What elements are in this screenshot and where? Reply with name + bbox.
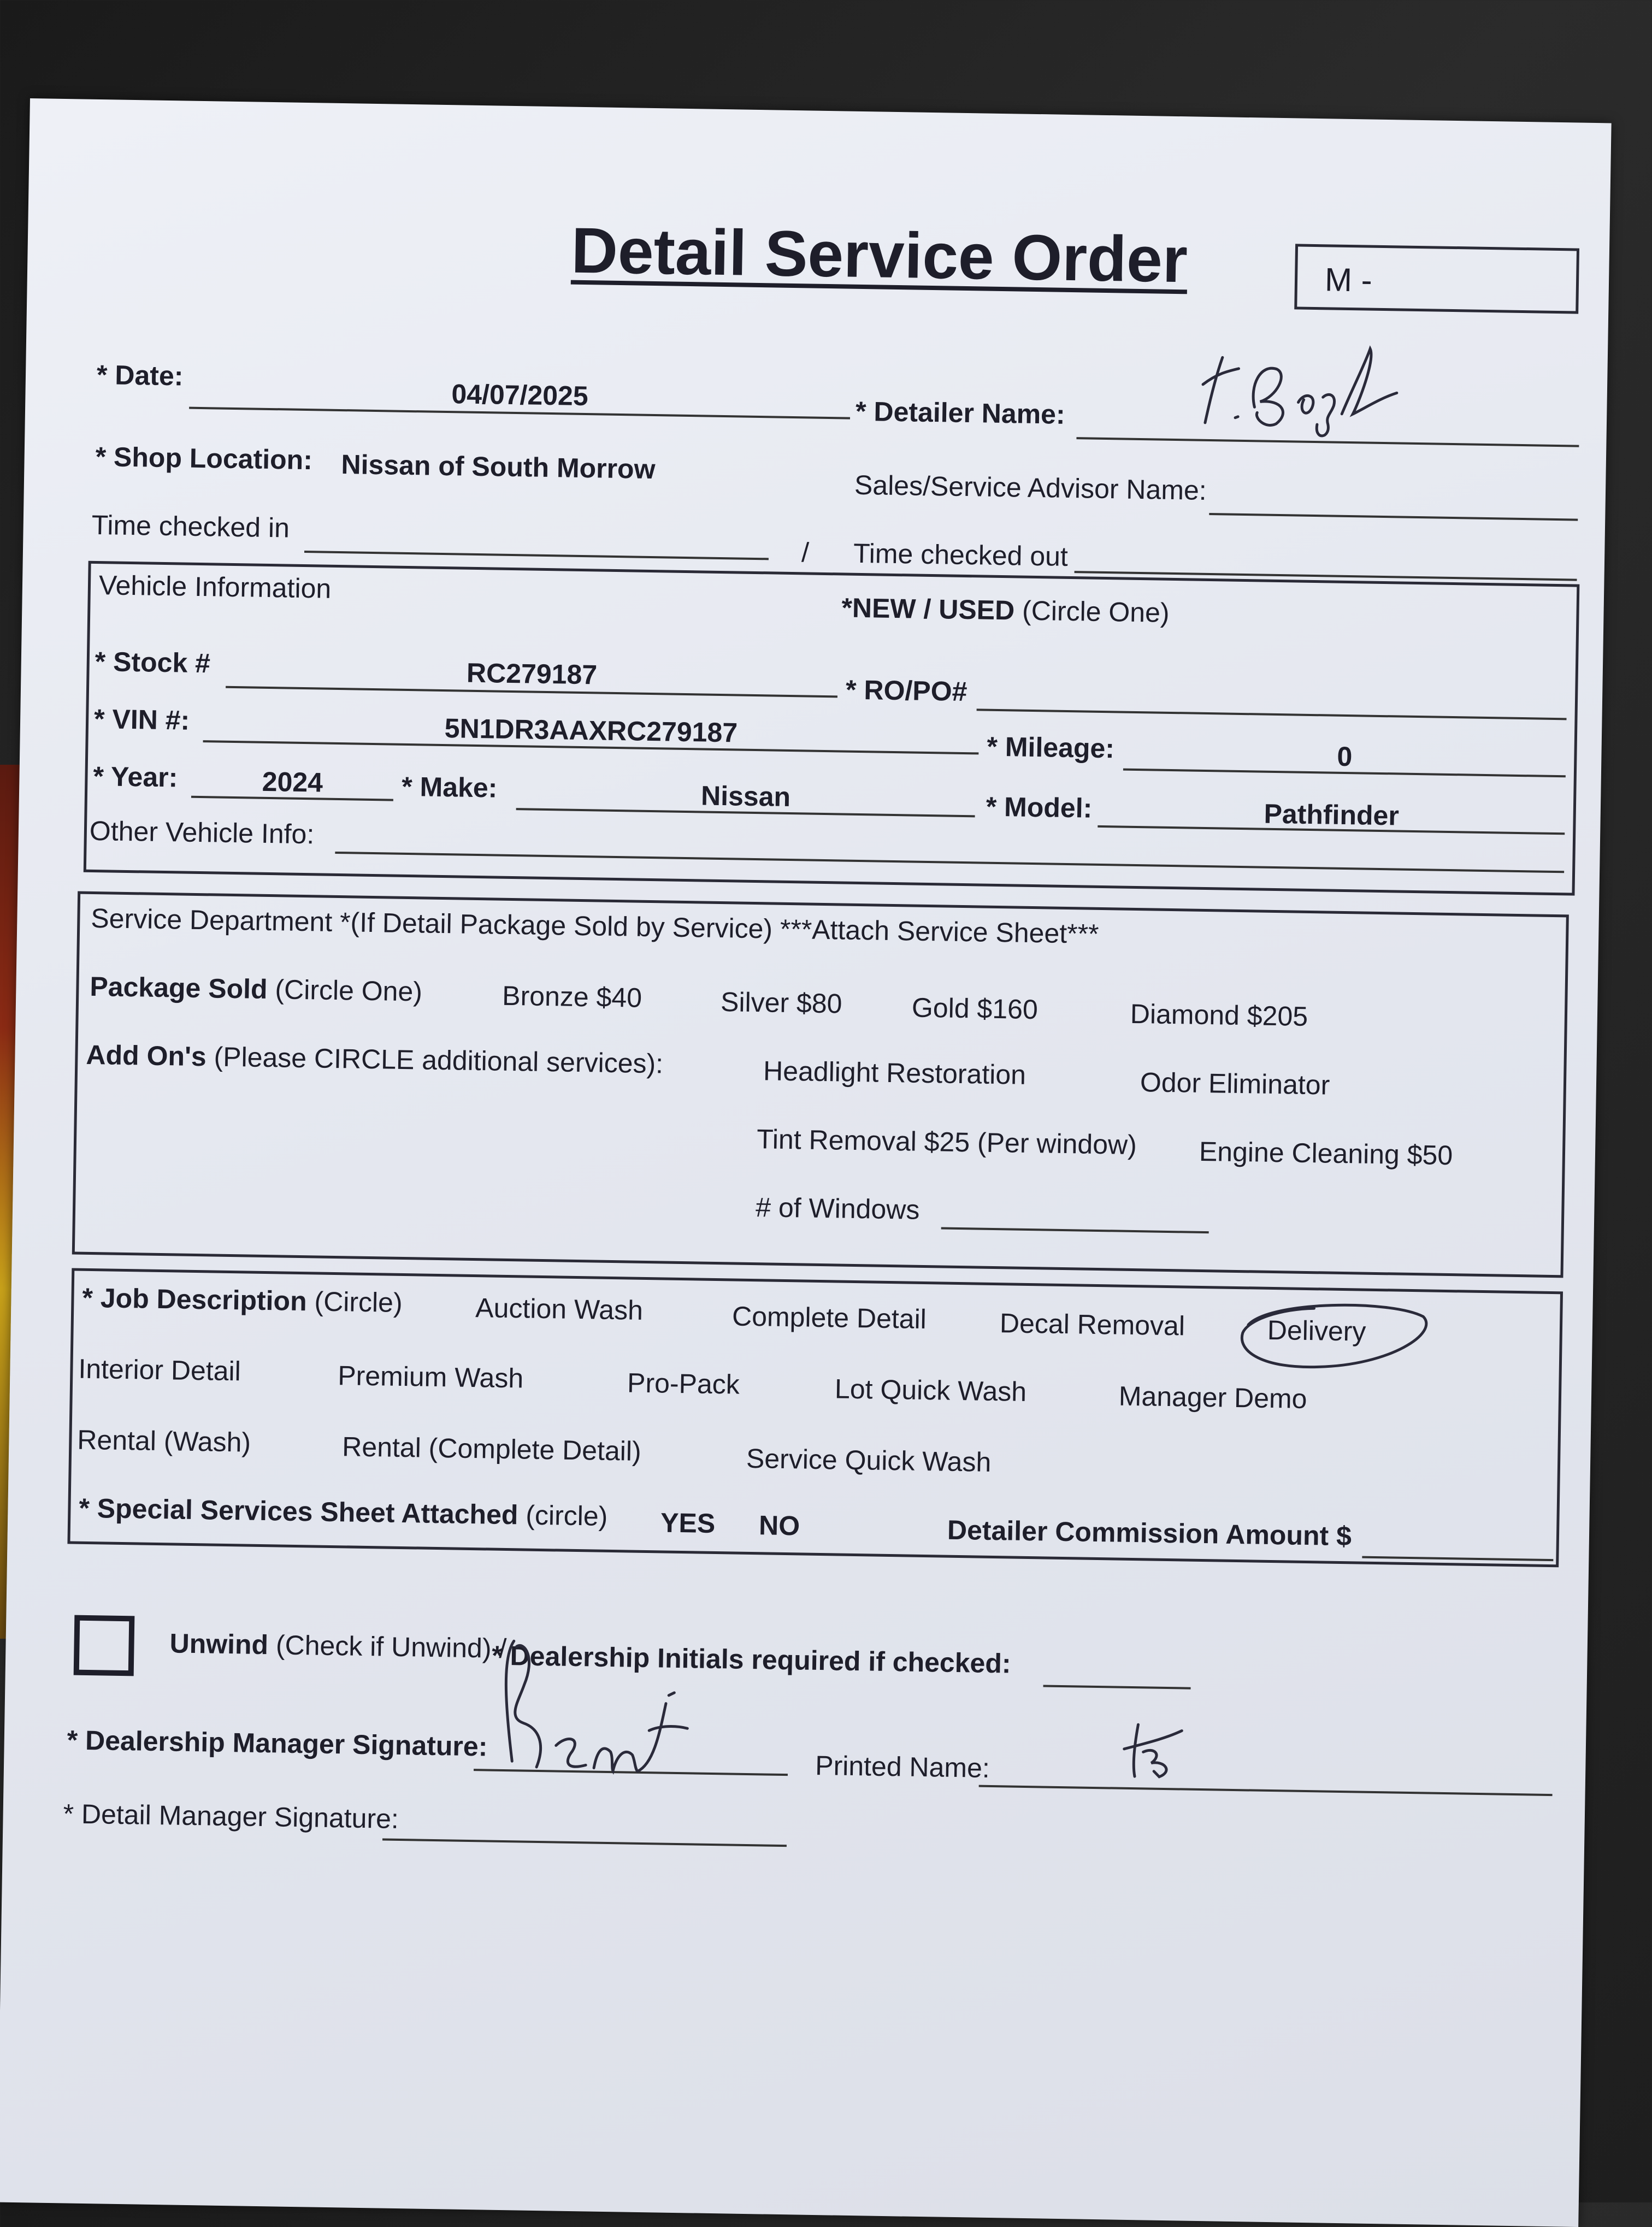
- addon-engine-cleaning[interactable]: Engine Cleaning $50: [1199, 1136, 1453, 1171]
- job-rental-wash[interactable]: Rental (Wash): [76, 1424, 251, 1458]
- job-complete-detail[interactable]: Complete Detail: [731, 1301, 927, 1335]
- special-services-label: * Special Services Sheet Attached (circle): [79, 1492, 608, 1532]
- make-value: Nissan: [700, 780, 791, 813]
- job-rental-complete-detail[interactable]: Rental (Complete Detail): [341, 1431, 642, 1467]
- addon-tint-removal[interactable]: Tint Removal $25 (Per window): [756, 1124, 1137, 1161]
- initials-field[interactable]: [1043, 1685, 1191, 1689]
- initials-label: * Dealership Initials required if checked:: [491, 1640, 1011, 1679]
- unwind-label: Unwind (Check if Unwind) /: [169, 1628, 507, 1664]
- manager-signature: [490, 1635, 722, 1784]
- date-value: 04/07/2025: [451, 379, 589, 412]
- package-bronze[interactable]: Bronze $40: [502, 980, 642, 1013]
- stock-value: RC279187: [466, 657, 598, 690]
- model-value: Pathfinder: [1264, 798, 1400, 831]
- shop-location-label: * Shop Location:: [95, 441, 313, 476]
- time-separator: /: [801, 537, 810, 568]
- time-in-label: Time checked in: [91, 509, 290, 544]
- advisor-field[interactable]: [1209, 513, 1578, 521]
- windows-label: # of Windows: [755, 1192, 920, 1225]
- package-gold[interactable]: Gold $160: [911, 992, 1039, 1025]
- time-in-field[interactable]: [304, 551, 769, 560]
- commission-label: Detailer Commission Amount $: [947, 1514, 1352, 1552]
- job-lot-quick-wash[interactable]: Lot Quick Wash: [834, 1373, 1027, 1407]
- vehicle-info-label: Vehicle Information: [98, 570, 332, 604]
- package-diamond[interactable]: Diamond $205: [1130, 998, 1308, 1032]
- delivery-circle-mark: [1226, 1292, 1435, 1380]
- ro-po-label: * RO/PO#: [845, 674, 967, 707]
- time-out-label: Time checked out: [853, 537, 1069, 572]
- other-info-label: Other Vehicle Info:: [89, 815, 315, 850]
- detailer-label: * Detailer Name:: [855, 395, 1066, 430]
- advisor-label: Sales/Service Advisor Name:: [854, 469, 1207, 506]
- detail-manager-signature-field[interactable]: [382, 1839, 787, 1847]
- new-used-hint: (Circle One): [1022, 595, 1170, 628]
- addon-headlight-restoration[interactable]: Headlight Restoration: [763, 1055, 1026, 1090]
- new-used-group[interactable]: [841, 592, 1170, 628]
- detailer-field[interactable]: [1076, 437, 1579, 447]
- package-silver[interactable]: Silver $80: [720, 987, 842, 1019]
- new-used-label: *NEW / USED: [841, 592, 1015, 626]
- job-pro-pack[interactable]: Pro-Pack: [627, 1367, 740, 1400]
- vin-label: * VIN #:: [93, 703, 190, 736]
- job-auction-wash[interactable]: Auction Wash: [475, 1292, 644, 1326]
- printed-name-initials: [1121, 1719, 1199, 1788]
- stock-label: * Stock #: [95, 646, 211, 679]
- order-number-box[interactable]: [1294, 244, 1579, 314]
- order-number-label: M -: [1324, 261, 1373, 299]
- service-order-form: [0, 98, 1612, 2227]
- special-yes-option[interactable]: YES: [660, 1507, 716, 1539]
- special-no-option[interactable]: NO: [758, 1510, 800, 1541]
- manager-signature-label: * Dealership Manager Signature:: [67, 1724, 488, 1762]
- addon-odor-eliminator[interactable]: Odor Eliminator: [1140, 1067, 1330, 1101]
- job-delivery[interactable]: Delivery: [1267, 1314, 1366, 1347]
- printed-name-label: Printed Name:: [815, 1750, 990, 1783]
- mileage-value: 0: [1337, 741, 1353, 772]
- job-service-quick-wash[interactable]: Service Quick Wash: [746, 1443, 992, 1478]
- job-premium-wash[interactable]: Premium Wash: [337, 1360, 524, 1394]
- unwind-checkbox[interactable]: [74, 1615, 135, 1676]
- shop-location-value: Nissan of South Morrow: [341, 449, 656, 485]
- model-label: * Model:: [986, 791, 1093, 824]
- printed-name-field[interactable]: [979, 1785, 1553, 1796]
- job-decal-removal[interactable]: Decal Removal: [999, 1308, 1185, 1342]
- date-label: * Date:: [96, 359, 184, 392]
- mileage-label: * Mileage:: [987, 731, 1115, 764]
- make-label: * Make:: [401, 771, 498, 804]
- detail-manager-signature-label: * Detail Manager Signature:: [63, 1798, 399, 1834]
- service-department-label: Service Department *(If Detail Package Sold by Service) ***Attach Service Sheet***: [90, 902, 1099, 949]
- package-sold-label: Package Sold (Circle One): [90, 971, 423, 1007]
- year-label: * Year:: [93, 760, 178, 793]
- form-title: Detail Service Order: [570, 214, 1188, 297]
- job-interior-detail[interactable]: Interior Detail: [78, 1353, 241, 1387]
- detailer-signature: [1194, 341, 1403, 440]
- job-manager-demo[interactable]: Manager Demo: [1118, 1380, 1307, 1415]
- vin-value: 5N1DR3AAXRC279187: [444, 713, 738, 748]
- addons-label: Add On's (Please CIRCLE additional services):: [86, 1039, 664, 1079]
- year-value: 2024: [262, 766, 323, 798]
- job-description-label: * Job Description (Circle): [82, 1282, 403, 1318]
